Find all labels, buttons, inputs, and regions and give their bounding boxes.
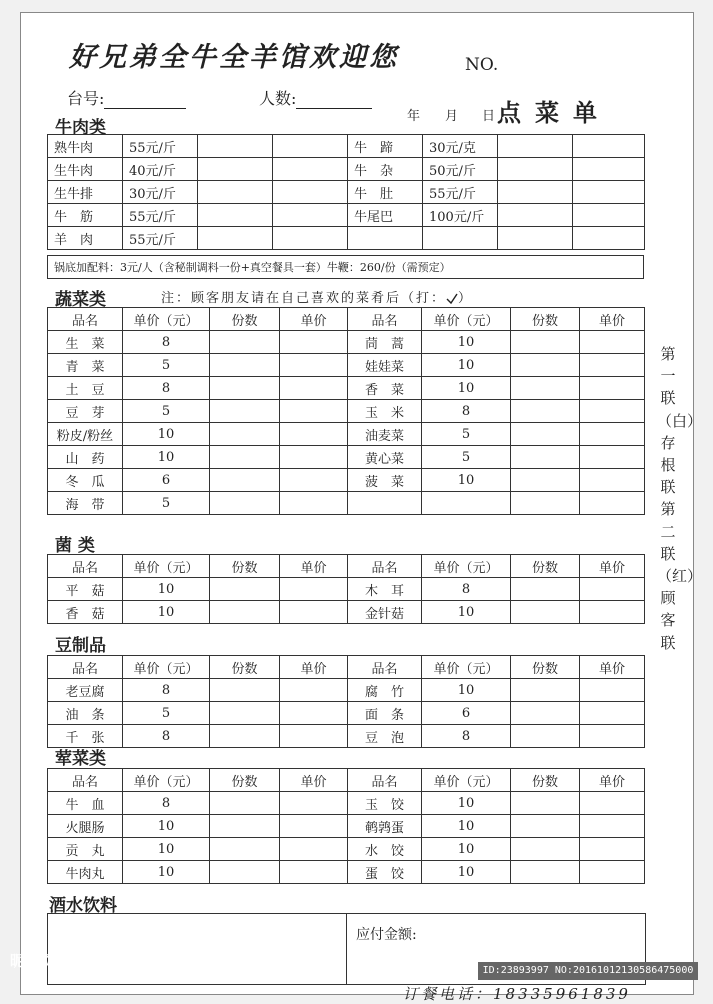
table-cell: 火腿肠 xyxy=(48,815,123,838)
mushroom-header-cell: 品名 xyxy=(48,555,123,578)
table-cell: 牛肉丸 xyxy=(48,861,123,884)
order-input-cell[interactable] xyxy=(511,492,580,515)
table-cell: 40元/斤 xyxy=(123,158,198,181)
meat-header-cell: 份数 xyxy=(511,769,580,792)
order-input-cell[interactable] xyxy=(280,578,348,601)
order-input-cell[interactable] xyxy=(210,792,280,815)
table-row xyxy=(48,423,645,446)
mushroom-header-cell: 品名 xyxy=(348,555,422,578)
order-input-cell[interactable] xyxy=(498,158,573,181)
table-cell: 黄心菜 xyxy=(348,446,422,469)
veg-header-cell: 单价（元） xyxy=(123,308,210,331)
table-cell: 55元/斤 xyxy=(423,181,498,204)
table-cell: 贡 丸 xyxy=(48,838,123,861)
meat-header-cell: 份数 xyxy=(210,769,280,792)
table-cell: 10 xyxy=(422,469,511,492)
table-cell: 山 药 xyxy=(48,446,123,469)
mushroom-header-cell: 单价 xyxy=(280,555,348,578)
table-cell: 油麦菜 xyxy=(348,423,422,446)
veg-header-row xyxy=(48,308,645,331)
table-row xyxy=(48,792,645,815)
table-cell xyxy=(422,492,511,515)
order-input-cell[interactable] xyxy=(210,400,280,423)
table-row xyxy=(48,204,645,227)
order-phone: 订餐电话：18335961839 xyxy=(403,985,631,1003)
order-input-cell[interactable] xyxy=(210,861,280,884)
order-input-cell[interactable] xyxy=(580,469,645,492)
table-cell: 50元/斤 xyxy=(423,158,498,181)
order-input-cell[interactable] xyxy=(280,423,348,446)
table-cell: 腐 竹 xyxy=(348,679,422,702)
drinks-divider xyxy=(346,914,347,984)
order-input-cell[interactable] xyxy=(210,377,280,400)
table-number-label: 台号: xyxy=(67,89,105,108)
meat-header-row xyxy=(48,769,645,792)
order-input-cell[interactable] xyxy=(198,227,273,250)
table-cell: 冬 瓜 xyxy=(48,469,123,492)
table-row xyxy=(48,601,645,624)
table-cell: 牛 杂 xyxy=(348,158,423,181)
order-input-cell[interactable] xyxy=(580,679,645,702)
section-tofu-title: 豆制品 xyxy=(55,636,106,656)
order-input-cell[interactable] xyxy=(280,679,348,702)
order-input-cell[interactable] xyxy=(511,331,580,354)
order-input-cell[interactable] xyxy=(580,354,645,377)
section-beef-title: 牛肉类 xyxy=(55,118,106,138)
order-input-cell[interactable] xyxy=(280,725,348,748)
table-cell: 玉 饺 xyxy=(348,792,422,815)
table-cell: 5 xyxy=(123,354,210,377)
order-input-cell[interactable] xyxy=(273,181,348,204)
veg-note xyxy=(161,287,473,306)
table-cell: 8 xyxy=(123,331,210,354)
order-input-cell[interactable] xyxy=(573,181,645,204)
mushroom-header-cell: 单价（元） xyxy=(123,555,210,578)
tofu-header-cell: 单价 xyxy=(280,656,348,679)
mushroom-header-cell: 单价 xyxy=(580,555,645,578)
copy-designation: 第一联（白）存根联 第二联（红）顾客联 xyxy=(657,345,703,652)
table-cell: 10 xyxy=(422,792,511,815)
table-cell: 香 菇 xyxy=(48,601,123,624)
tofu-header-cell: 单价（元） xyxy=(422,656,511,679)
tofu-header-cell: 品名 xyxy=(48,656,123,679)
table-cell: 10 xyxy=(123,861,210,884)
table-row xyxy=(48,446,645,469)
order-input-cell[interactable] xyxy=(580,702,645,725)
table-cell: 水 饺 xyxy=(348,838,422,861)
order-input-cell[interactable] xyxy=(511,838,580,861)
order-input-cell[interactable] xyxy=(580,377,645,400)
order-input-cell[interactable] xyxy=(198,135,273,158)
order-input-cell[interactable] xyxy=(580,331,645,354)
table-cell: 面 条 xyxy=(348,702,422,725)
table-cell: 鹌鹑蛋 xyxy=(348,815,422,838)
order-input-cell[interactable] xyxy=(210,601,280,624)
order-input-cell[interactable] xyxy=(280,469,348,492)
table-cell: 55元/斤 xyxy=(123,135,198,158)
order-input-cell[interactable] xyxy=(273,227,348,250)
order-input-cell[interactable] xyxy=(580,838,645,861)
order-input-cell[interactable] xyxy=(210,446,280,469)
mushroom-header-cell: 单价（元） xyxy=(422,555,511,578)
table-cell: 豆 泡 xyxy=(348,725,422,748)
watermark-url: www.nipic.com xyxy=(96,953,207,968)
table-cell: 千 张 xyxy=(48,725,123,748)
table-cell: 10 xyxy=(123,423,210,446)
order-input-cell[interactable] xyxy=(580,725,645,748)
order-input-cell[interactable] xyxy=(511,861,580,884)
table-cell: 茼 蒿 xyxy=(348,331,422,354)
table-row xyxy=(48,469,645,492)
order-input-cell[interactable] xyxy=(280,861,348,884)
table-cell: 牛 蹄 xyxy=(348,135,423,158)
table-row xyxy=(48,861,645,884)
table-cell: 菠 菜 xyxy=(348,469,422,492)
veg-header-cell: 份数 xyxy=(511,308,580,331)
table-cell: 30元/斤 xyxy=(123,181,198,204)
order-input-cell[interactable] xyxy=(273,204,348,227)
table-cell: 蛋 饺 xyxy=(348,861,422,884)
beef-footnote-row xyxy=(47,255,644,279)
order-input-cell[interactable] xyxy=(580,861,645,884)
table-cell: 牛 肚 xyxy=(348,181,423,204)
mushroom-table xyxy=(47,554,645,624)
tofu-header-cell: 份数 xyxy=(511,656,580,679)
order-input-cell[interactable] xyxy=(210,838,280,861)
order-input-cell[interactable] xyxy=(498,135,573,158)
table-cell: 6 xyxy=(123,469,210,492)
table-cell: 10 xyxy=(123,446,210,469)
table-cell: 生 菜 xyxy=(48,331,123,354)
table-row xyxy=(48,815,645,838)
veg-note-end: ） xyxy=(458,291,474,306)
table-cell: 10 xyxy=(422,601,511,624)
table-cell: 生牛排 xyxy=(48,181,123,204)
meat-table xyxy=(47,768,645,884)
table-cell: 10 xyxy=(422,861,511,884)
order-input-cell[interactable] xyxy=(210,578,280,601)
order-input-cell[interactable] xyxy=(210,354,280,377)
watermark-logo: 昵享网 xyxy=(10,952,56,970)
order-input-cell[interactable] xyxy=(580,578,645,601)
order-input-cell[interactable] xyxy=(210,492,280,515)
veg-table xyxy=(47,307,645,515)
meat-header-cell: 品名 xyxy=(48,769,123,792)
table-cell: 6 xyxy=(422,702,511,725)
table-cell: 青 菜 xyxy=(48,354,123,377)
table-cell: 55元/斤 xyxy=(123,227,198,250)
doc-title: 点菜单 xyxy=(497,99,611,127)
table-row xyxy=(48,838,645,861)
veg-header-cell: 单价 xyxy=(280,308,348,331)
table-row xyxy=(48,578,645,601)
section-drinks-title: 酒水饮料 xyxy=(49,896,117,916)
veg-header-cell: 份数 xyxy=(210,308,280,331)
table-cell: 羊 肉 xyxy=(48,227,123,250)
mushroom-header-cell: 份数 xyxy=(511,555,580,578)
table-cell: 牛 血 xyxy=(48,792,123,815)
people-count-field[interactable] xyxy=(259,86,372,109)
veg-header-cell: 品名 xyxy=(348,308,422,331)
table-cell: 生牛肉 xyxy=(48,158,123,181)
table-cell: 10 xyxy=(123,838,210,861)
order-input-cell[interactable] xyxy=(511,792,580,815)
table-row xyxy=(48,354,645,377)
veg-header-cell: 单价（元） xyxy=(422,308,511,331)
table-row xyxy=(48,158,645,181)
order-input-cell[interactable] xyxy=(511,400,580,423)
table-cell: 8 xyxy=(422,578,511,601)
order-input-cell[interactable] xyxy=(580,792,645,815)
order-input-cell[interactable] xyxy=(511,469,580,492)
table-cell: 10 xyxy=(422,354,511,377)
table-cell: 牛尾巴 xyxy=(348,204,423,227)
table-cell: 10 xyxy=(123,815,210,838)
meat-header-cell: 单价 xyxy=(280,769,348,792)
table-cell: 10 xyxy=(422,838,511,861)
order-input-cell[interactable] xyxy=(498,181,573,204)
order-input-cell[interactable] xyxy=(573,204,645,227)
table-row xyxy=(48,331,645,354)
order-input-cell[interactable] xyxy=(210,469,280,492)
beef-table xyxy=(47,134,645,250)
tofu-header-row xyxy=(48,656,645,679)
table-cell: 海 带 xyxy=(48,492,123,515)
order-input-cell[interactable] xyxy=(580,492,645,515)
order-input-cell[interactable] xyxy=(511,725,580,748)
table-cell xyxy=(348,227,423,250)
order-input-cell[interactable] xyxy=(280,815,348,838)
veg-note-text: 注：顾客朋友请在自己喜欢的菜肴后（打： xyxy=(161,291,447,306)
table-cell: 5 xyxy=(422,446,511,469)
order-input-cell[interactable] xyxy=(580,601,645,624)
section-mushroom-title: 菌 类 xyxy=(55,536,95,556)
order-input-cell[interactable] xyxy=(210,331,280,354)
order-input-cell[interactable] xyxy=(280,331,348,354)
order-input-cell[interactable] xyxy=(511,377,580,400)
tofu-header-cell: 单价（元） xyxy=(123,656,210,679)
order-input-cell[interactable] xyxy=(280,702,348,725)
order-input-cell[interactable] xyxy=(511,423,580,446)
watermark-id: ID:23893997 NO:20161012130586475000 xyxy=(478,962,698,980)
table-cell xyxy=(348,492,422,515)
order-input-cell[interactable] xyxy=(273,135,348,158)
table-cell: 油 条 xyxy=(48,702,123,725)
date-month: 月 xyxy=(445,109,459,124)
table-cell: 平 菇 xyxy=(48,578,123,601)
order-input-cell[interactable] xyxy=(580,400,645,423)
veg-header-cell: 品名 xyxy=(48,308,123,331)
table-cell: 娃娃菜 xyxy=(348,354,422,377)
table-cell: 10 xyxy=(123,578,210,601)
order-input-cell[interactable] xyxy=(511,702,580,725)
table-cell: 8 xyxy=(422,725,511,748)
meat-header-cell: 品名 xyxy=(348,769,422,792)
table-cell: 10 xyxy=(422,815,511,838)
table-cell: 粉皮/粉丝 xyxy=(48,423,123,446)
table-cell: 8 xyxy=(123,725,210,748)
checkmark-icon xyxy=(446,293,458,305)
order-input-cell[interactable] xyxy=(280,838,348,861)
mushroom-header-row xyxy=(48,555,645,578)
order-input-cell[interactable] xyxy=(498,227,573,250)
table-cell: 8 xyxy=(123,377,210,400)
table-cell: 8 xyxy=(123,679,210,702)
order-input-cell[interactable] xyxy=(511,446,580,469)
table-cell xyxy=(423,227,498,250)
table-cell: 5 xyxy=(422,423,511,446)
order-input-cell[interactable] xyxy=(280,492,348,515)
order-input-cell[interactable] xyxy=(280,601,348,624)
table-number-field[interactable] xyxy=(67,86,186,109)
tofu-header-cell: 品名 xyxy=(348,656,422,679)
table-row xyxy=(48,492,645,515)
order-input-cell[interactable] xyxy=(280,354,348,377)
beef-footnote: 锅底加配料：3元/人（含秘制调料一份+真空餐具一套）牛鞭：260/份（需预定） xyxy=(48,256,644,279)
tofu-header-cell: 份数 xyxy=(210,656,280,679)
table-row xyxy=(48,181,645,204)
table-cell: 8 xyxy=(422,400,511,423)
table-row xyxy=(48,227,645,250)
form-number-label: NO. xyxy=(465,55,499,75)
table-cell: 5 xyxy=(123,492,210,515)
table-cell: 10 xyxy=(422,331,511,354)
order-input-cell[interactable] xyxy=(511,679,580,702)
order-form xyxy=(20,12,703,1003)
table-cell: 老豆腐 xyxy=(48,679,123,702)
order-input-cell[interactable] xyxy=(280,377,348,400)
table-cell: 10 xyxy=(422,679,511,702)
order-input-cell[interactable] xyxy=(511,578,580,601)
order-input-cell[interactable] xyxy=(580,446,645,469)
order-input-cell[interactable] xyxy=(198,181,273,204)
order-input-cell[interactable] xyxy=(498,204,573,227)
order-input-cell[interactable] xyxy=(210,815,280,838)
table-cell: 55元/斤 xyxy=(123,204,198,227)
table-cell: 金针菇 xyxy=(348,601,422,624)
order-input-cell[interactable] xyxy=(580,423,645,446)
table-cell: 玉 米 xyxy=(348,400,422,423)
order-input-cell[interactable] xyxy=(210,423,280,446)
meat-header-cell: 单价 xyxy=(580,769,645,792)
order-input-cell[interactable] xyxy=(198,204,273,227)
order-input-cell[interactable] xyxy=(573,227,645,250)
order-input-cell[interactable] xyxy=(573,158,645,181)
table-cell: 土 豆 xyxy=(48,377,123,400)
table-row xyxy=(48,679,645,702)
order-input-cell[interactable] xyxy=(280,400,348,423)
order-input-cell[interactable] xyxy=(580,815,645,838)
table-cell: 30元/克 xyxy=(423,135,498,158)
meat-header-cell: 单价（元） xyxy=(123,769,210,792)
order-input-cell[interactable] xyxy=(210,702,280,725)
table-row xyxy=(48,377,645,400)
table-cell: 木 耳 xyxy=(348,578,422,601)
table-row xyxy=(48,702,645,725)
order-input-cell[interactable] xyxy=(511,354,580,377)
order-input-cell[interactable] xyxy=(198,158,273,181)
order-input-cell[interactable] xyxy=(273,158,348,181)
date-year: 年 xyxy=(407,109,421,124)
section-veg-title: 蔬菜类 xyxy=(55,290,106,310)
table-row xyxy=(48,135,645,158)
table-cell: 100元/斤 xyxy=(423,204,498,227)
table-cell: 5 xyxy=(123,400,210,423)
table-cell: 香 菜 xyxy=(348,377,422,400)
order-input-cell[interactable] xyxy=(280,446,348,469)
table-cell: 8 xyxy=(123,792,210,815)
table-cell: 5 xyxy=(123,702,210,725)
order-input-cell[interactable] xyxy=(511,815,580,838)
date-day: 日 xyxy=(482,109,496,124)
restaurant-title: 好兄弟全牛全羊馆欢迎您 xyxy=(69,42,399,73)
order-input-cell[interactable] xyxy=(280,792,348,815)
table-cell: 豆 芽 xyxy=(48,400,123,423)
table-row xyxy=(48,400,645,423)
meat-header-cell: 单价（元） xyxy=(422,769,511,792)
mushroom-header-cell: 份数 xyxy=(210,555,280,578)
section-meat-title: 荤菜类 xyxy=(55,749,106,769)
order-input-cell[interactable] xyxy=(511,601,580,624)
table-cell: 牛 筋 xyxy=(48,204,123,227)
tofu-header-cell: 单价 xyxy=(580,656,645,679)
table-cell: 10 xyxy=(422,377,511,400)
veg-header-cell: 单价 xyxy=(580,308,645,331)
order-input-cell[interactable] xyxy=(210,679,280,702)
amount-due-label: 应付金额: xyxy=(356,927,417,943)
table-cell: 10 xyxy=(123,601,210,624)
tofu-table xyxy=(47,655,645,748)
order-input-cell[interactable] xyxy=(573,135,645,158)
table-row xyxy=(48,725,645,748)
people-count-label: 人数: xyxy=(259,89,297,108)
table-cell: 熟牛肉 xyxy=(48,135,123,158)
order-input-cell[interactable] xyxy=(210,725,280,748)
